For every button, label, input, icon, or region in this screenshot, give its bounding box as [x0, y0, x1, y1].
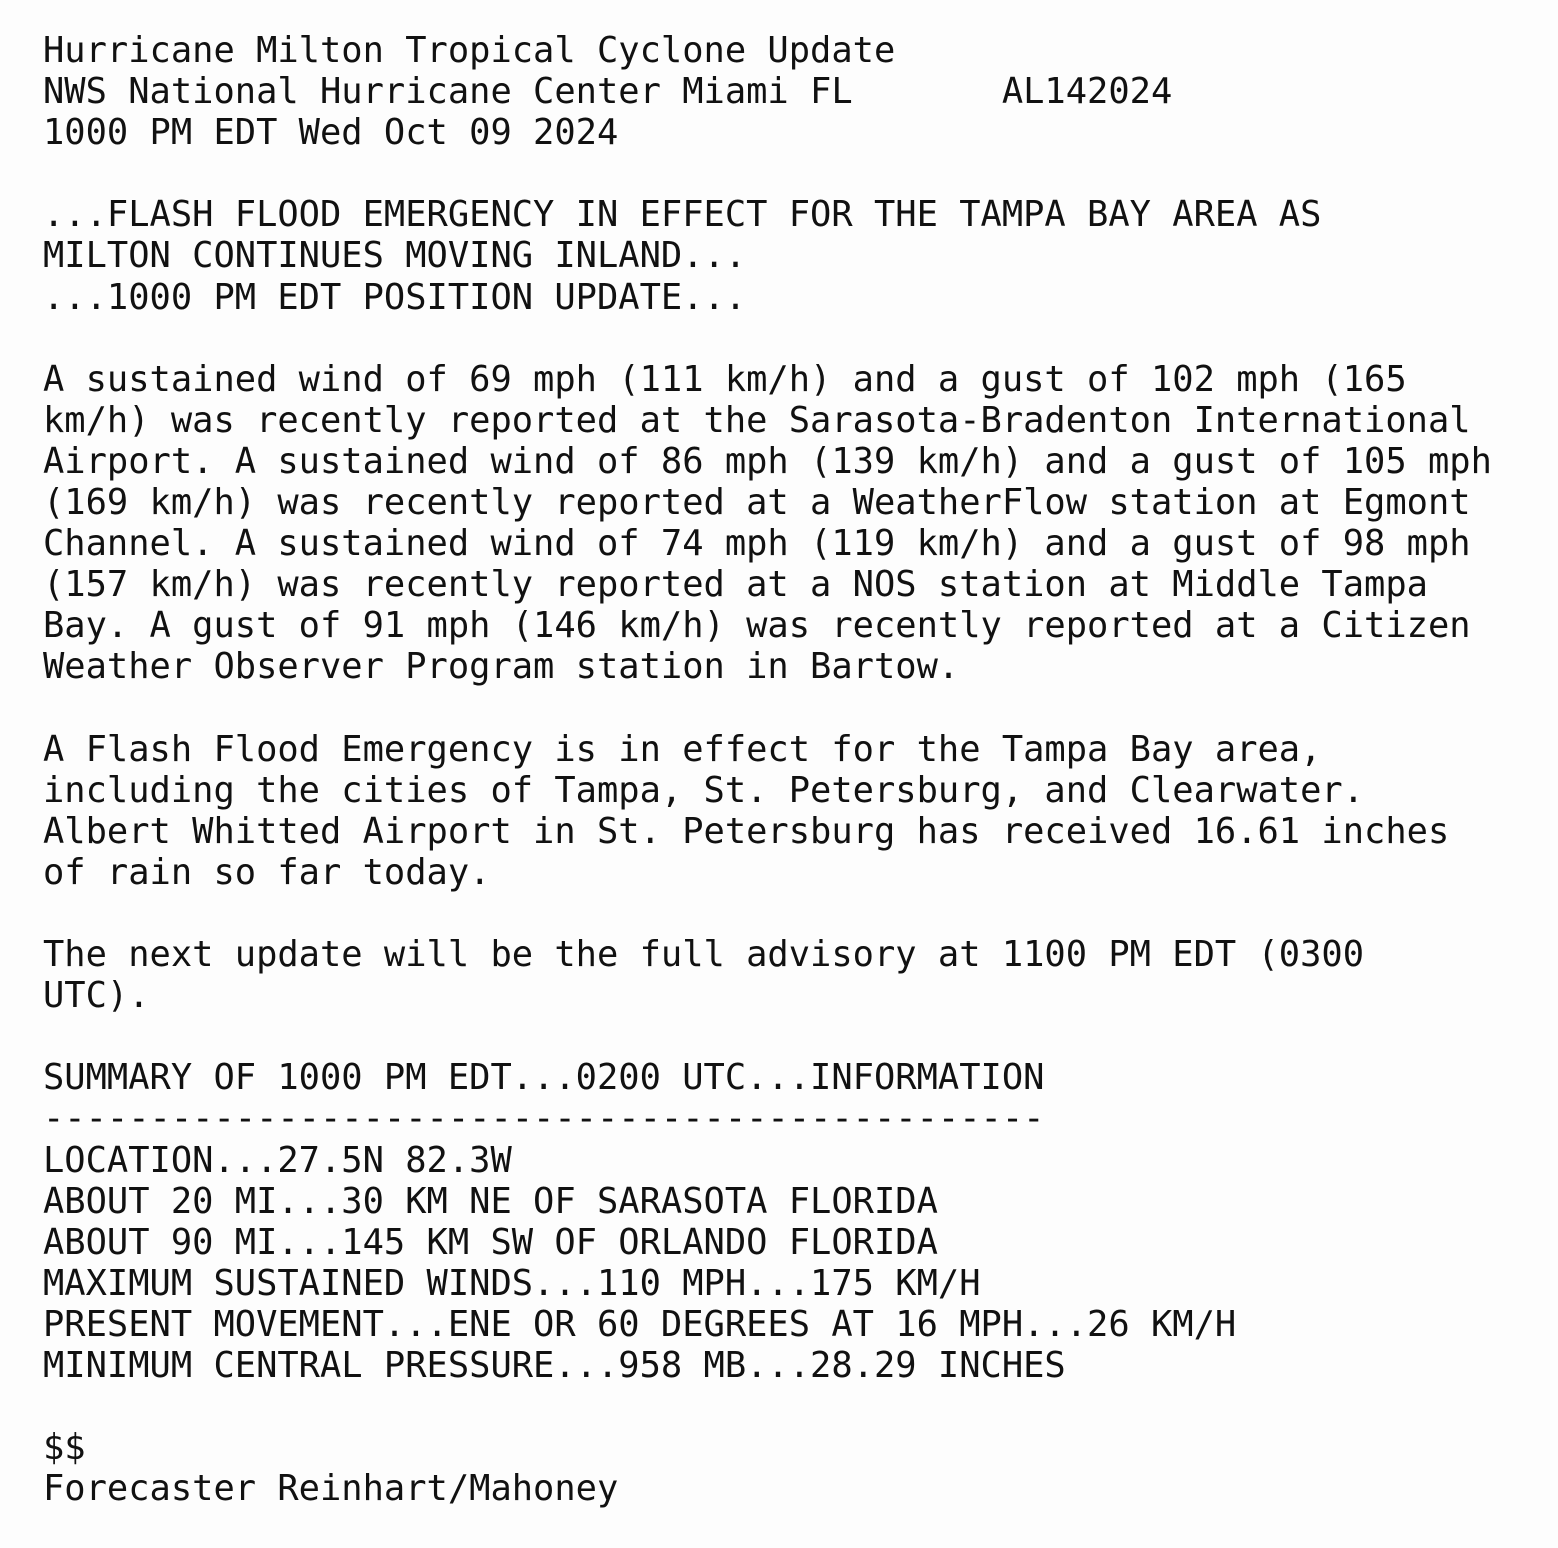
spacer [43, 688, 1492, 729]
paragraph-line: Bay. A gust of 91 mph (146 km/h) was recently reported at a Citizen [43, 605, 1471, 647]
paragraph-line: UTC). [43, 975, 150, 1017]
spacer [43, 1016, 1492, 1057]
next-update-paragraph [43, 934, 1492, 1016]
flash-flood-paragraph [43, 729, 1492, 893]
paragraph-line: (169 km/h) was recently reported at a WeatherFlow station at Egmont [43, 482, 1471, 524]
paragraph-line: Albert Whitted Airport in St. Petersburg has received 16.61 inches [43, 810, 1450, 852]
paragraph-line: A sustained wind of 69 mph (111 km/h) and a gust of 102 mph (165 [43, 358, 1407, 400]
summary-rule: ----------------------------------------------- [43, 1098, 1045, 1140]
paragraph-line: Airport. A sustained wind of 86 mph (139 km/h) and a gust of 105 mph [43, 440, 1492, 482]
issuing-office: NWS National Hurricane Center Miami FL AL142024 [43, 71, 1173, 113]
summary-reference-orlando: ABOUT 90 MI...145 KM SW OF ORLANDO FLORIDA [43, 1221, 938, 1263]
spacer [43, 1386, 1492, 1427]
spacer [43, 318, 1492, 359]
forecaster-signature: Forecaster Reinhart/Mahoney [43, 1468, 619, 1510]
summary-section [43, 1057, 1492, 1386]
summary-movement: PRESENT MOVEMENT...ENE OR 60 DEGREES AT 16 MPH...26 KM/H [43, 1303, 1237, 1345]
paragraph-line: A Flash Flood Emergency is in effect for the Tampa Bay area, [43, 728, 1322, 770]
paragraph-line: Weather Observer Program station in Bartow. [43, 646, 960, 688]
paragraph-line: including the cities of Tampa, St. Petersburg, and Clearwater. [43, 769, 1365, 811]
paragraph-line: (157 km/h) was recently reported at a NOS station at Middle Tampa [43, 564, 1428, 606]
headline-line: ...FLASH FLOOD EMERGENCY IN EFFECT FOR THE TAMPA BAY AREA AS [43, 194, 1322, 236]
summary-pressure: MINIMUM CENTRAL PRESSURE...958 MB...28.29 INCHES [43, 1345, 1066, 1386]
advisory-document [43, 30, 1492, 1509]
summary-location: LOCATION...27.5N 82.3W [43, 1139, 512, 1181]
advisory-title: Hurricane Milton Tropical Cyclone Update [43, 30, 896, 71]
summary-reference-sarasota: ABOUT 20 MI...30 KM NE OF SARASOTA FLORIDA [43, 1180, 938, 1222]
spacer [43, 153, 1492, 194]
product-terminator: $$ [43, 1427, 86, 1469]
position-update-headline: ...1000 PM EDT POSITION UPDATE... [43, 276, 747, 318]
paragraph-line: km/h) was recently reported at the Sarasota-Bradenton International [43, 399, 1471, 441]
headline-line: MILTON CONTINUES MOVING INLAND... [43, 235, 747, 277]
wind-reports-paragraph [43, 359, 1492, 688]
summary-max-winds: MAXIMUM SUSTAINED WINDS...110 MPH...175 KM/H [43, 1262, 981, 1304]
spacer [43, 893, 1492, 934]
paragraph-line: The next update will be the full advisory at 1100 PM EDT (0300 [43, 934, 1365, 976]
paragraph-line: Channel. A sustained wind of 74 mph (119 km/h) and a gust of 98 mph [43, 523, 1471, 565]
summary-heading: SUMMARY OF 1000 PM EDT...0200 UTC...INFORMATION [43, 1057, 1045, 1099]
issue-time: 1000 PM EDT Wed Oct 09 2024 [43, 112, 619, 154]
paragraph-line: of rain so far today. [43, 851, 491, 893]
